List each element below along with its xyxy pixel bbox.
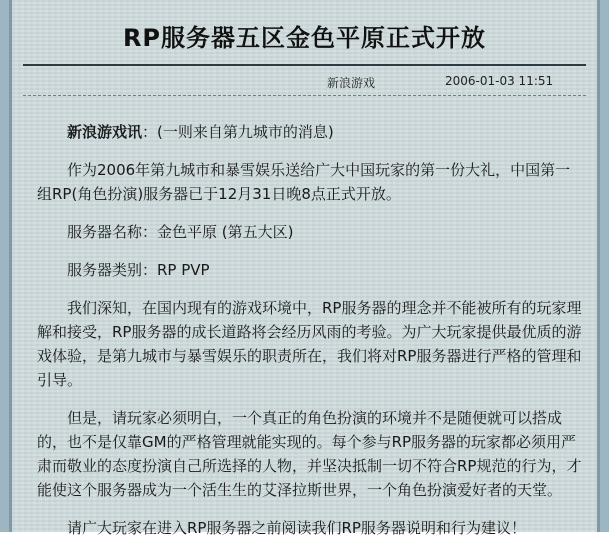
lead-label: 新浪游戏讯	[67, 123, 143, 141]
article-datetime: 2006-01-03 11:51	[445, 74, 554, 88]
paragraph-server-type: 服务器类别：RP PVP	[67, 261, 210, 279]
lead-paragraph	[37, 120, 584, 144]
paragraph-server-name: 服务器名称：金色平原 (第五大区)	[67, 223, 294, 241]
title-divider	[23, 64, 586, 66]
article-title: RP服务器五区金色平原正式开放	[122, 24, 487, 52]
paragraph-requirements: 但是，请玩家必须明白，一个真正的角色扮演的环境并不是随便就可以搭成的，也不是仅靠GM的严格管理就能实现的。每个参与RP服务器的玩家都必须用严肃而敬业的态度扮演自己所选择的人物，并坚决抵制一切不符合RP规范的行为，才能使这个服务器成为一个活生生的艾泽拉斯世界，一个角色扮演爱好者的天堂。	[37, 409, 582, 499]
paragraph-understanding: 我们深知，在国内现有的游戏环境中，RP服务器的理念并不能被所有的玩家理解和接受，RP服务器的成长道路将会经历风雨的考验。为广大玩家提供最优质的游戏体验，是第九城市与暴雪娱乐的职责所在，我们将对RP服务器进行严格的管理和引导。	[37, 299, 582, 389]
article-body	[37, 120, 584, 554]
paragraph-intro: 作为2006年第九城市和暴雪娱乐送给广大中国玩家的第一份大礼，中国第一组RP(角色扮演)服务器已于12月31日晚8点正式开放。	[37, 161, 571, 203]
lead-text: ：(一则来自第九城市的消息)	[142, 123, 334, 141]
paragraph-call-to-action: 请广大玩家在进入RP服务器之前阅读我们RP服务器说明和行为建议！	[67, 519, 526, 537]
article-source: 新浪游戏	[327, 76, 376, 90]
meta-divider	[23, 95, 586, 96]
